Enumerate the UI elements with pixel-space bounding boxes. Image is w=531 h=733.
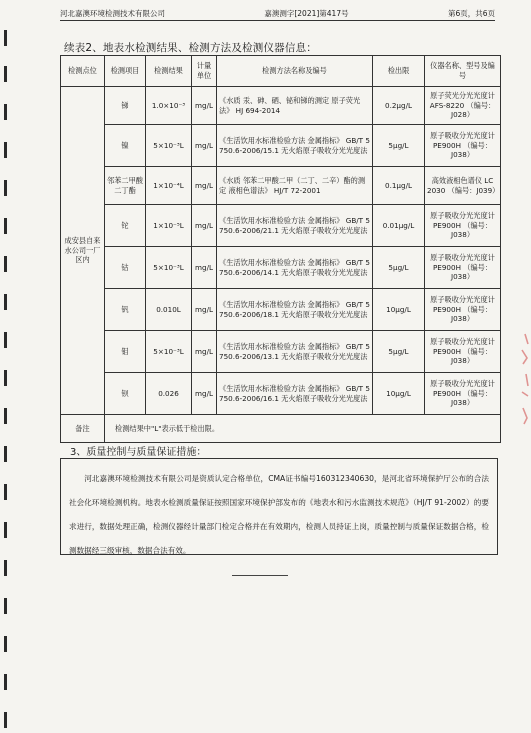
result-cell: 1×10⁻⁵L xyxy=(146,205,192,247)
method-cell: 《生活饮用水标准检验方法 金属指标》 GB/T 5750.6-2006/13.1 无火焰原子吸收分光光度法 xyxy=(217,331,373,373)
seal-stamp-fragment xyxy=(519,330,531,430)
item-cell: 钡 xyxy=(105,373,146,415)
table-row xyxy=(61,331,501,373)
result-cell: 5×10⁻³L xyxy=(146,247,192,289)
item-cell: 镍 xyxy=(105,125,146,167)
location-cell: 成安县自来水公司一厂区内 xyxy=(61,87,105,415)
limit-cell: 5μg/L xyxy=(373,331,425,373)
header-report-number: 嘉澳测字[2021]第417号 xyxy=(264,8,349,18)
limit-cell: 0.1μg/L xyxy=(373,167,425,205)
binding-mark xyxy=(4,636,7,652)
results-table xyxy=(60,55,501,443)
method-cell: 《生活饮用水标准检验方法 金属指标》 GB/T 5750.6-2006/21.1 无火焰原子吸收分光光度法 xyxy=(217,205,373,247)
table-row xyxy=(61,205,501,247)
instrument-cell: 原子吸收分光光度计 PE900H （编号：J038） xyxy=(425,373,501,415)
remark-row xyxy=(61,415,501,443)
table-row xyxy=(61,247,501,289)
binding-mark xyxy=(4,408,7,424)
header-cell: 检测项目 xyxy=(105,56,146,87)
table-row xyxy=(61,125,501,167)
unit-cell: mg/L xyxy=(192,373,217,415)
method-cell: 《生活饮用水标准检验方法 金属指标》 GB/T 5750.6-2006/16.1 无火焰原子吸收分光光度法 xyxy=(217,373,373,415)
instrument-cell: 原子吸收分光光度计 PE900H （编号：J038） xyxy=(425,331,501,373)
instrument-cell: 原子吸收分光光度计 PE900H （编号：J038） xyxy=(425,125,501,167)
table-row xyxy=(61,167,501,205)
binding-mark xyxy=(4,256,7,272)
remark-label: 备注 xyxy=(61,415,105,443)
instrument-cell: 高效液相色谱仪 LC 2030 （编号：J039） xyxy=(425,167,501,205)
header-cell: 检测方法名称及编号 xyxy=(217,56,373,87)
result-cell: 1×10⁻⁴L xyxy=(146,167,192,205)
result-cell: 5×10⁻³L xyxy=(146,125,192,167)
item-cell: 钼 xyxy=(105,331,146,373)
limit-cell: 5μg/L xyxy=(373,125,425,167)
section-title: 续表2、地表水检测结果、检测方法及检测仪器信息： xyxy=(64,42,317,54)
item-cell: 钴 xyxy=(105,247,146,289)
method-cell: 《生活饮用水标准检验方法 金属指标》 GB/T 5750.6-2006/15.1 无火焰原子吸收分光光度法 xyxy=(217,125,373,167)
quality-section-title: 3、质量控制与质量保证措施： xyxy=(70,447,207,458)
binding-mark xyxy=(4,598,7,614)
unit-cell: mg/L xyxy=(192,87,217,125)
header-cell: 检测结果 xyxy=(146,56,192,87)
unit-cell: mg/L xyxy=(192,289,217,331)
method-cell: 《生活饮用水标准检验方法 金属指标》 GB/T 5750.6-2006/14.1 无火焰原子吸收分光光度法 xyxy=(217,247,373,289)
binding-mark xyxy=(4,66,7,82)
unit-cell: mg/L xyxy=(192,331,217,373)
item-cell: 邻苯二甲酸二丁酯 xyxy=(105,167,146,205)
binding-mark xyxy=(4,522,7,538)
limit-cell: 0.01μg/L xyxy=(373,205,425,247)
unit-cell: mg/L xyxy=(192,125,217,167)
limit-cell: 5μg/L xyxy=(373,247,425,289)
item-cell: 钒 xyxy=(105,289,146,331)
unit-cell: mg/L xyxy=(192,247,217,289)
result-cell: 5×10⁻³L xyxy=(146,331,192,373)
header-cell: 仪器名称、型号及编号 xyxy=(425,56,501,87)
binding-mark xyxy=(4,142,7,158)
seal-mark-icon xyxy=(519,330,531,430)
end-of-report-rule xyxy=(232,575,288,576)
table-row xyxy=(61,289,501,331)
header-cell: 检测点位 xyxy=(61,56,105,87)
binding-mark xyxy=(4,560,7,576)
header-cell: 计量单位 xyxy=(192,56,217,87)
unit-cell: mg/L xyxy=(192,205,217,247)
method-cell: 《水质 汞、砷、硒、铋和锑的测定 原子荧光法》 HJ 694-2014 xyxy=(217,87,373,125)
result-cell: 1.0×10⁻³ xyxy=(146,87,192,125)
instrument-cell: 原子吸收分光光度计 PE900H （编号：J038） xyxy=(425,247,501,289)
binding-mark xyxy=(4,370,7,386)
binding-mark xyxy=(4,218,7,234)
result-cell: 0.026 xyxy=(146,373,192,415)
binding-mark xyxy=(4,674,7,690)
limit-cell: 10μg/L xyxy=(373,289,425,331)
binding-mark xyxy=(4,104,7,120)
binding-mark xyxy=(4,446,7,462)
item-cell: 铊 xyxy=(105,205,146,247)
instrument-cell: 原子吸收分光光度计 PE900H （编号：J038） xyxy=(425,289,501,331)
unit-cell: mg/L xyxy=(192,167,217,205)
instrument-cell: 原子吸收分光光度计 PE900H （编号：J038） xyxy=(425,205,501,247)
header-company: 河北嘉澳环境检测技术有限公司 xyxy=(60,8,165,18)
result-cell: 0.010L xyxy=(146,289,192,331)
table-header-row xyxy=(61,56,501,87)
binding-mark xyxy=(4,712,7,728)
binding-mark xyxy=(4,180,7,196)
table-row xyxy=(61,373,501,415)
limit-cell: 0.2μg/L xyxy=(373,87,425,125)
binding-mark xyxy=(4,332,7,348)
quality-statement: 河北嘉澳环境检测技术有限公司是资质认定合格单位，CMA证书编号160312340630，是河北省环境保护厅公布的合法社会化环境检测机构。地表水检测质量保证按照国家环境保护部发布的《地表水和污水监测技术规范》（HJ/T 91-2002）的要求进行，数据处理正确，检测仪器经计量部门检定合格并在有效期内，检测人员持证上岗，质量控制与质量保证数据合格，检测数据经三级审核，数据合法有效。 xyxy=(60,458,498,555)
method-cell: 《水质 邻苯二甲酸二甲（二丁、二辛）酯的测定 液相色谱法》 HJ/T 72-2001 xyxy=(217,167,373,205)
remark-text: 检测结果中"L"表示低于检出限。 xyxy=(105,415,501,443)
limit-cell: 10μg/L xyxy=(373,373,425,415)
page-header xyxy=(60,6,495,21)
binding-mark xyxy=(4,30,7,46)
header-page-number: 第6页，共6页 xyxy=(447,8,495,18)
binding-mark xyxy=(4,484,7,500)
binding-mark xyxy=(4,294,7,310)
header-cell: 检出限 xyxy=(373,56,425,87)
instrument-cell: 原子荧光分光光度计 AFS-8220 （编号：J028） xyxy=(425,87,501,125)
method-cell: 《生活饮用水标准检验方法 金属指标》 GB/T 5750.6-2006/18.1 无火焰原子吸收分光光度法 xyxy=(217,289,373,331)
table-row xyxy=(61,87,501,125)
item-cell: 锑 xyxy=(105,87,146,125)
